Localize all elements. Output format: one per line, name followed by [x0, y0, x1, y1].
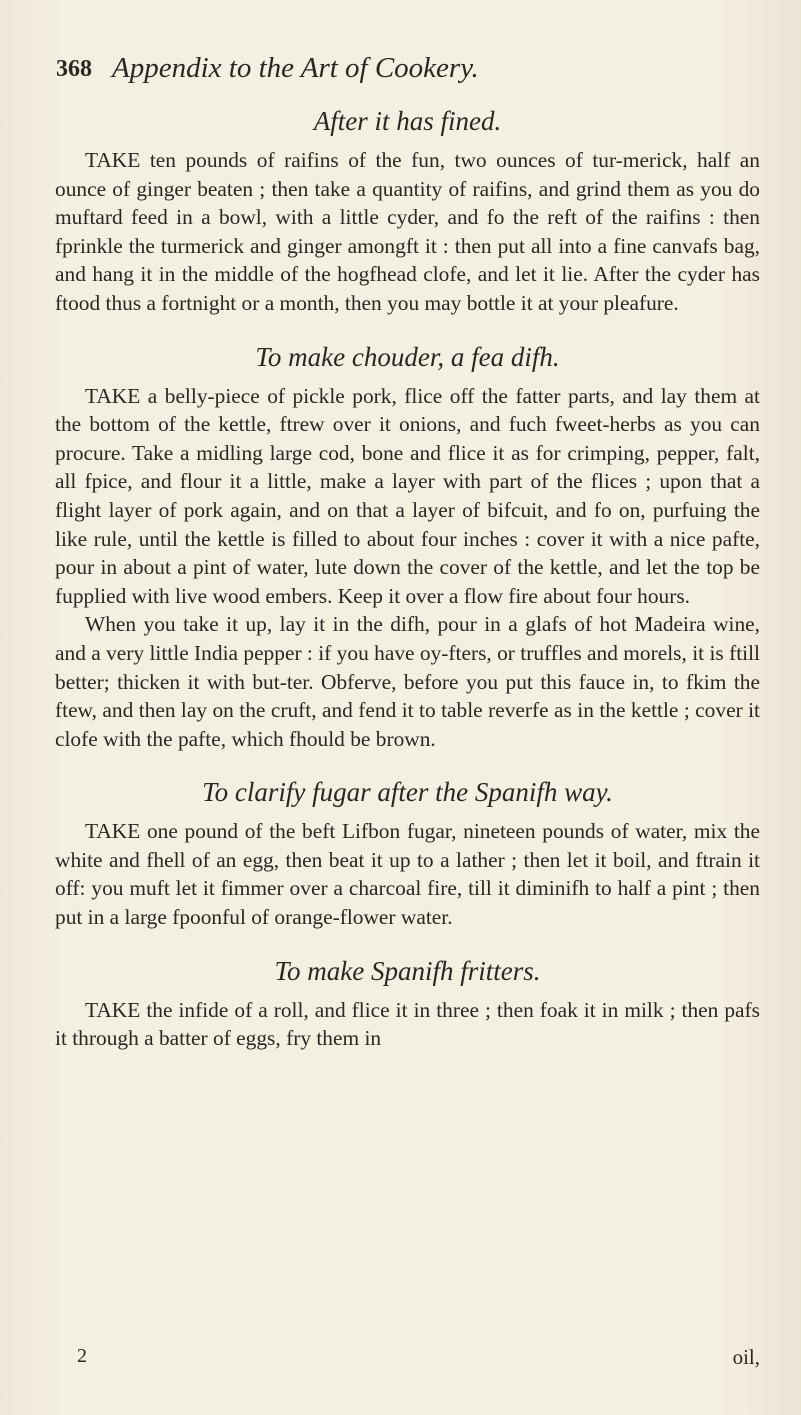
- paragraph: When you take it up, lay it in the difh, pour in a glafs of hot Madeira wine, and a very little India pepper : if you have oy-fters, or truffles and morels, it is ftill better; thicken it with but-ter. Obferve, before you put this fauce in, to fkim the ftew, and then lay on the cruft, and fend it to table reverfe as in the kettle ; cover it clofe with the pafte, which fhould be brown.: [55, 612, 760, 751]
- section-title: To make Spanifh fritters.: [274, 955, 541, 986]
- section-title: After it has fined.: [313, 106, 502, 136]
- page-number: 368: [56, 56, 92, 82]
- paragraph: TAKE the infide of a roll, and flice it in three ; then foak it in milk ; then pafs it through a batter of eggs, fry them in: [55, 997, 760, 1051]
- page-body: [55, 104, 760, 1075]
- section-title: To make chouder, a fea difh.: [255, 341, 560, 372]
- recipe-section: [55, 954, 760, 1053]
- page-footer: [55, 1345, 760, 1375]
- page-header: [56, 52, 756, 92]
- catchword: oil,: [732, 1345, 760, 1369]
- recipe-section: [55, 340, 760, 754]
- paragraph: TAKE one pound of the beft Lifbon fugar, nineteen pounds of water, mix the white and fhell of an egg, then beat it up to a lather ; then let it boil, and ftrain it off: you muft let it fimmer over a charcoal fire, till it diminifh to half a pint ; then put in a large fpoonful of orange-flower water.: [55, 819, 760, 930]
- paragraph: TAKE a belly-piece of pickle pork, flice off the fatter parts, and lay them at the bottom of the kettle, ftrew over it onions, and fuch fweet-herbs as you can procure. Take a midling large cod, bone and flice it as for crimping, pepper, falt, all fpice, and flour it a little, make a layer with part of the flices ; upon that a flight layer of pork again, and on that a layer of bifcuit, and fo on, purfuing the like rule, until the kettle is filled to about four inches : cover it with a nice pafte, pour in about a pint of water, lute down the cover of the kettle, and let the top be fupplied with live wood embers. Keep it over a flow fire about four hours.: [55, 383, 760, 608]
- recipe-section: [55, 104, 760, 318]
- paragraph: TAKE ten pounds of raifins of the fun, two ounces of tur-merick, half an ounce of ginger beaten ; then take a quantity of raifins, and grind them as you do muftard feed in a bowl, with a little cyder, and fo the reft of the raifins : then fprinkle the turmerick and ginger amongft it : then put all into a fine canvafs bag, and hang it in the middle of the hogfhead clofe, and let it lie. After the cyder has ftood thus a fortnight or a month, then you may bottle it at your pleafure.: [55, 148, 760, 315]
- section-title: To clarify fugar after the Spanifh way.: [202, 777, 613, 808]
- signature-mark: 2: [77, 1345, 87, 1367]
- running-head: Appendix to the Art of Cookery.: [112, 52, 479, 84]
- recipe-section: [55, 775, 760, 931]
